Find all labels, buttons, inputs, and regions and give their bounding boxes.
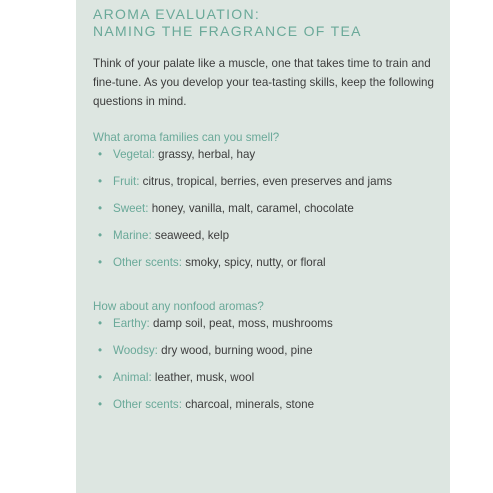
list-item [93, 172, 434, 191]
item-label: Vegetal: [113, 148, 155, 161]
item-label: Other scents: [113, 256, 182, 269]
nonfood-aromas-list [93, 314, 434, 414]
bullet-icon: • [98, 175, 103, 188]
item-label: Sweet: [113, 202, 149, 215]
card-title [93, 6, 434, 40]
item-label: Marine: [113, 229, 152, 242]
list-item [93, 314, 434, 333]
item-label: Animal: [113, 371, 152, 384]
list-item [93, 145, 434, 164]
bullet-icon: • [98, 398, 103, 411]
item-text: grassy, herbal, hay [158, 148, 256, 161]
bullet-icon: • [98, 229, 103, 242]
bullet-icon: • [98, 148, 103, 161]
bullet-icon: • [98, 202, 103, 215]
item-text: charcoal, minerals, stone [185, 398, 315, 411]
item-label: Earthy: [113, 317, 150, 330]
bullet-icon: • [98, 371, 103, 384]
list-item [93, 253, 434, 272]
aroma-evaluation-card [76, 0, 450, 493]
item-label: Other scents: [113, 398, 182, 411]
item-label: Woodsy: [113, 344, 158, 357]
intro-paragraph: Think of your palate like a muscle, one that takes time to train and fine-tune. As you develop your tea-tasting skills, keep the following questions in mind. [93, 57, 434, 108]
aroma-families-list [93, 145, 434, 272]
item-text: leather, musk, wool [154, 371, 255, 384]
item-label: Fruit: [113, 175, 140, 188]
section-1-question: What aroma families can you smell? [93, 131, 280, 144]
list-item [93, 199, 434, 218]
bullet-icon: • [98, 344, 103, 357]
list-item [93, 395, 434, 414]
item-text: damp soil, peat, moss, mushrooms [152, 317, 333, 330]
item-text: smoky, spicy, nutty, or floral [185, 256, 326, 269]
list-item [93, 368, 434, 387]
section-2-question: How about any nonfood aromas? [93, 300, 264, 313]
item-text: honey, vanilla, malt, caramel, chocolate [151, 202, 354, 215]
list-item [93, 226, 434, 245]
title-line-1: AROMA EVALUATION: [93, 6, 261, 22]
item-text: dry wood, burning wood, pine [161, 344, 313, 357]
item-text: seaweed, kelp [154, 229, 230, 242]
list-item [93, 341, 434, 360]
item-text: citrus, tropical, berries, even preserves and jams [142, 175, 393, 188]
bullet-icon: • [98, 317, 103, 330]
title-line-2: NAMING THE FRAGRANCE OF TEA [93, 23, 362, 39]
bullet-icon: • [98, 256, 103, 269]
